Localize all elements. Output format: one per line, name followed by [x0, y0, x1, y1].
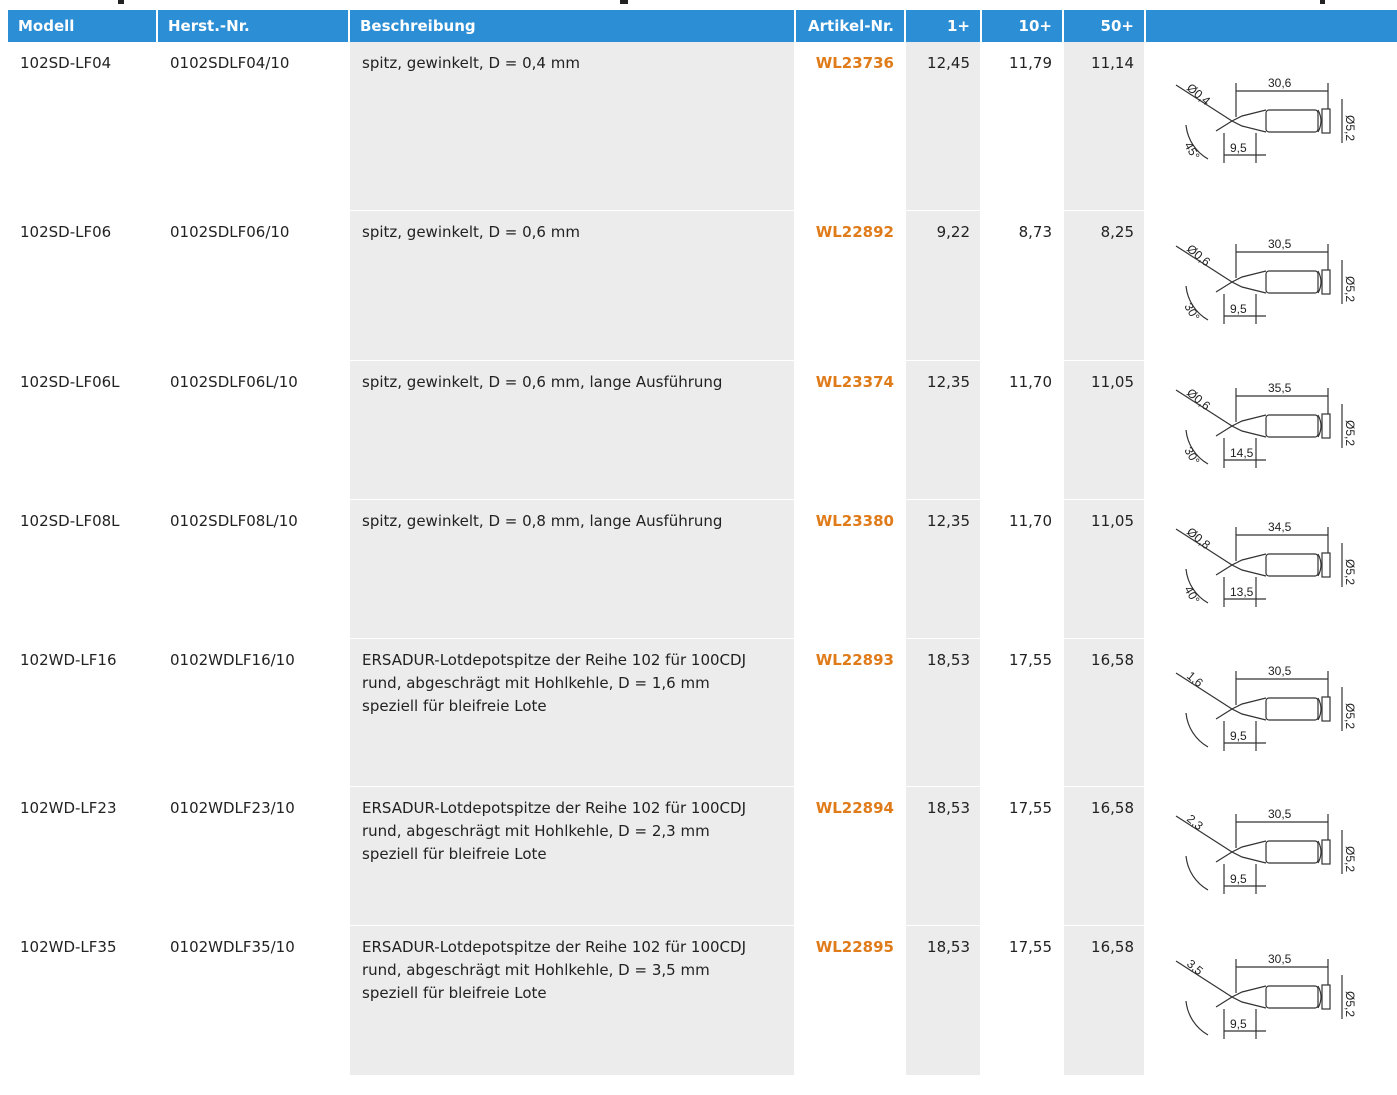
price-1-cell: 12,45: [906, 42, 982, 210]
tip-shaft: [1266, 554, 1318, 576]
tip-point: [1216, 997, 1232, 1007]
tip-diameter-label: Ø0,6: [1184, 385, 1213, 414]
cropped-top-edge: [0, 0, 1397, 10]
tip-collar: [1322, 414, 1330, 438]
description-line: ERSADUR-Lotdepotspitze der Reihe 102 für 100CDJ: [362, 938, 746, 956]
shaft-diameter-label: Ø5,2: [1343, 559, 1357, 586]
description-line: rund, abgeschrägt mit Hohlkehle, D = 3,5 mm: [362, 961, 710, 979]
tip-diameter-label: Ø0,4: [1184, 80, 1213, 109]
herst-nr-cell: 0102WDLF35/10: [158, 926, 350, 1075]
tip-taper: [1232, 698, 1266, 720]
tip-taper: [1232, 841, 1266, 863]
price-50-cell: 8,25: [1064, 211, 1146, 360]
price-1-cell: 18,53: [906, 787, 982, 925]
length-label: 30,5: [1268, 664, 1292, 678]
description-line: spitz, gewinkelt, D = 0,6 mm, lange Ausführung: [362, 373, 723, 391]
shaft-diameter-label: Ø5,2: [1343, 703, 1357, 730]
description-line: rund, abgeschrägt mit Hohlkehle, D = 2,3 mm: [362, 822, 710, 840]
tip-drawing-cell: [1146, 361, 1397, 499]
tip-shaft: [1266, 110, 1318, 132]
shaft-diameter-label: Ø5,2: [1343, 276, 1357, 303]
table-row: [8, 639, 1397, 787]
description-cell: [350, 639, 796, 786]
tip-diameter-label: 2,3: [1184, 811, 1206, 834]
herst-nr-cell: 0102SDLF08L/10: [158, 500, 350, 638]
artikel-nr-cell[interactable]: WL22894: [796, 787, 906, 925]
price-50-cell: 16,58: [1064, 639, 1146, 786]
tip-diameter-label: 1,6: [1184, 668, 1206, 691]
herst-nr-cell: 0102SDLF06L/10: [158, 361, 350, 499]
price-1-cell: 12,35: [906, 500, 982, 638]
tip-collar: [1322, 270, 1330, 294]
table-row: [8, 361, 1397, 500]
table-header: [8, 10, 1397, 42]
length-label: 30,5: [1268, 807, 1292, 821]
angle-arc: [1186, 856, 1208, 890]
soldering-tip-drawing: [1146, 361, 1386, 499]
description-line: speziell für bleifreie Lote: [362, 984, 547, 1002]
price-1-cell: 18,53: [906, 926, 982, 1075]
shaft-diameter-label: Ø5,2: [1343, 420, 1357, 447]
angle-label: 45°: [1181, 139, 1203, 163]
soldering-tip-drawing: [1146, 639, 1386, 786]
modell-cell: 102SD-LF04: [8, 42, 158, 210]
price-1-cell: 12,35: [906, 361, 982, 499]
price-10-cell: 8,73: [982, 211, 1064, 360]
tip-drawing-cell: [1146, 639, 1397, 786]
angle-arc: [1186, 713, 1208, 747]
header-drawing: [1146, 10, 1397, 42]
description-cell: [350, 361, 796, 499]
length-label: 35,5: [1268, 381, 1292, 395]
tip-length-label: 9,5: [1230, 141, 1247, 155]
description-line: spitz, gewinkelt, D = 0,4 mm: [362, 54, 580, 72]
table-row: [8, 926, 1397, 1076]
modell-cell: 102SD-LF06L: [8, 361, 158, 499]
soldering-tip-drawing: [1146, 500, 1386, 638]
tip-length-label: 9,5: [1230, 302, 1247, 316]
angle-label: 30°: [1181, 300, 1203, 324]
herst-nr-cell: 0102WDLF23/10: [158, 787, 350, 925]
description-cell: [350, 211, 796, 360]
modell-cell: 102WD-LF23: [8, 787, 158, 925]
angle-label: 40°: [1181, 583, 1203, 607]
description-line: rund, abgeschrägt mit Hohlkehle, D = 1,6 mm: [362, 674, 710, 692]
description-cell: [350, 787, 796, 925]
price-10-cell: 11,70: [982, 361, 1064, 499]
table-row: [8, 787, 1397, 926]
price-10-cell: 17,55: [982, 926, 1064, 1075]
tip-length-label: 9,5: [1230, 872, 1247, 886]
artikel-nr-cell[interactable]: WL23374: [796, 361, 906, 499]
tip-drawing-cell: [1146, 500, 1397, 638]
price-1-cell: 18,53: [906, 639, 982, 786]
tip-drawing-cell: [1146, 787, 1397, 925]
tip-point: [1216, 426, 1232, 436]
length-label: 30,5: [1268, 237, 1292, 251]
description-line: speziell für bleifreie Lote: [362, 697, 547, 715]
description-cell: [350, 926, 796, 1075]
price-50-cell: 11,14: [1064, 42, 1146, 210]
price-1-cell: 9,22: [906, 211, 982, 360]
shaft-diameter-label: Ø5,2: [1343, 991, 1357, 1018]
modell-cell: 102SD-LF06: [8, 211, 158, 360]
tip-point: [1216, 709, 1232, 719]
artikel-nr-cell[interactable]: WL22893: [796, 639, 906, 786]
tip-shaft: [1266, 841, 1318, 863]
tip-drawing-cell: [1146, 211, 1397, 360]
price-10-cell: 17,55: [982, 639, 1064, 786]
tip-collar: [1322, 985, 1330, 1009]
description-cell: [350, 42, 796, 210]
tip-taper: [1232, 271, 1266, 293]
tip-length-label: 14,5: [1230, 446, 1254, 460]
herst-nr-cell: 0102SDLF04/10: [158, 42, 350, 210]
header-beschreibung: Beschreibung: [350, 10, 796, 42]
product-table: [8, 42, 1397, 1076]
header-price-10: 10+: [982, 10, 1064, 42]
tip-shaft: [1266, 415, 1318, 437]
header-modell: Modell: [8, 10, 158, 42]
soldering-tip-drawing: [1146, 926, 1386, 1075]
shaft-diameter-label: Ø5,2: [1343, 115, 1357, 142]
tip-drawing-cell: [1146, 926, 1397, 1075]
length-label: 30,5: [1268, 952, 1292, 966]
tip-length-label: 9,5: [1230, 729, 1247, 743]
tip-length-label: 13,5: [1230, 585, 1254, 599]
length-label: 34,5: [1268, 520, 1292, 534]
description-line: spitz, gewinkelt, D = 0,6 mm: [362, 223, 580, 241]
table-row: [8, 211, 1397, 361]
soldering-tip-drawing: [1146, 787, 1386, 925]
tip-length-label: 9,5: [1230, 1017, 1247, 1031]
tip-taper: [1232, 554, 1266, 576]
length-label: 30,6: [1268, 76, 1292, 90]
modell-cell: 102WD-LF16: [8, 639, 158, 786]
angle-arc: [1186, 1001, 1208, 1035]
tip-collar: [1322, 553, 1330, 577]
modell-cell: 102SD-LF08L: [8, 500, 158, 638]
price-10-cell: 11,70: [982, 500, 1064, 638]
description-line: ERSADUR-Lotdepotspitze der Reihe 102 für 100CDJ: [362, 651, 746, 669]
tip-shaft: [1266, 986, 1318, 1008]
price-50-cell: 11,05: [1064, 500, 1146, 638]
artikel-nr-cell[interactable]: WL22892: [796, 211, 906, 360]
price-50-cell: 16,58: [1064, 787, 1146, 925]
soldering-tip-drawing: [1146, 42, 1386, 210]
price-50-cell: 11,05: [1064, 361, 1146, 499]
tip-collar: [1322, 697, 1330, 721]
tip-collar: [1322, 109, 1330, 133]
table-row: [8, 42, 1397, 211]
tip-point: [1216, 852, 1232, 862]
tip-shaft: [1266, 698, 1318, 720]
tip-drawing-cell: [1146, 42, 1397, 210]
header-price-1: 1+: [906, 10, 982, 42]
tip-point: [1216, 121, 1232, 131]
tip-shaft: [1266, 271, 1318, 293]
tip-diameter-label: Ø0,8: [1184, 524, 1213, 553]
table-row: [8, 500, 1397, 639]
description-line: spitz, gewinkelt, D = 0,8 mm, lange Ausführung: [362, 512, 723, 530]
angle-label: 30°: [1181, 444, 1203, 468]
price-10-cell: 11,79: [982, 42, 1064, 210]
tip-point: [1216, 282, 1232, 292]
shaft-diameter-label: Ø5,2: [1343, 846, 1357, 873]
artikel-nr-cell[interactable]: WL23736: [796, 42, 906, 210]
description-line: ERSADUR-Lotdepotspitze der Reihe 102 für 100CDJ: [362, 799, 746, 817]
herst-nr-cell: 0102SDLF06/10: [158, 211, 350, 360]
tip-diameter-label: 3,5: [1184, 956, 1206, 979]
price-10-cell: 17,55: [982, 787, 1064, 925]
modell-cell: 102WD-LF35: [8, 926, 158, 1075]
artikel-nr-cell[interactable]: WL23380: [796, 500, 906, 638]
artikel-nr-cell[interactable]: WL22895: [796, 926, 906, 1075]
header-artikel-nr: Artikel-Nr.: [796, 10, 906, 42]
tip-point: [1216, 565, 1232, 575]
tip-taper: [1232, 110, 1266, 132]
tip-taper: [1232, 986, 1266, 1008]
tip-collar: [1322, 840, 1330, 864]
tip-taper: [1232, 415, 1266, 437]
header-herst-nr: Herst.-Nr.: [158, 10, 350, 42]
tip-diameter-label: Ø0,6: [1184, 241, 1213, 270]
herst-nr-cell: 0102WDLF16/10: [158, 639, 350, 786]
price-50-cell: 16,58: [1064, 926, 1146, 1075]
description-line: speziell für bleifreie Lote: [362, 845, 547, 863]
header-price-50: 50+: [1064, 10, 1146, 42]
soldering-tip-drawing: [1146, 211, 1386, 360]
description-cell: [350, 500, 796, 638]
